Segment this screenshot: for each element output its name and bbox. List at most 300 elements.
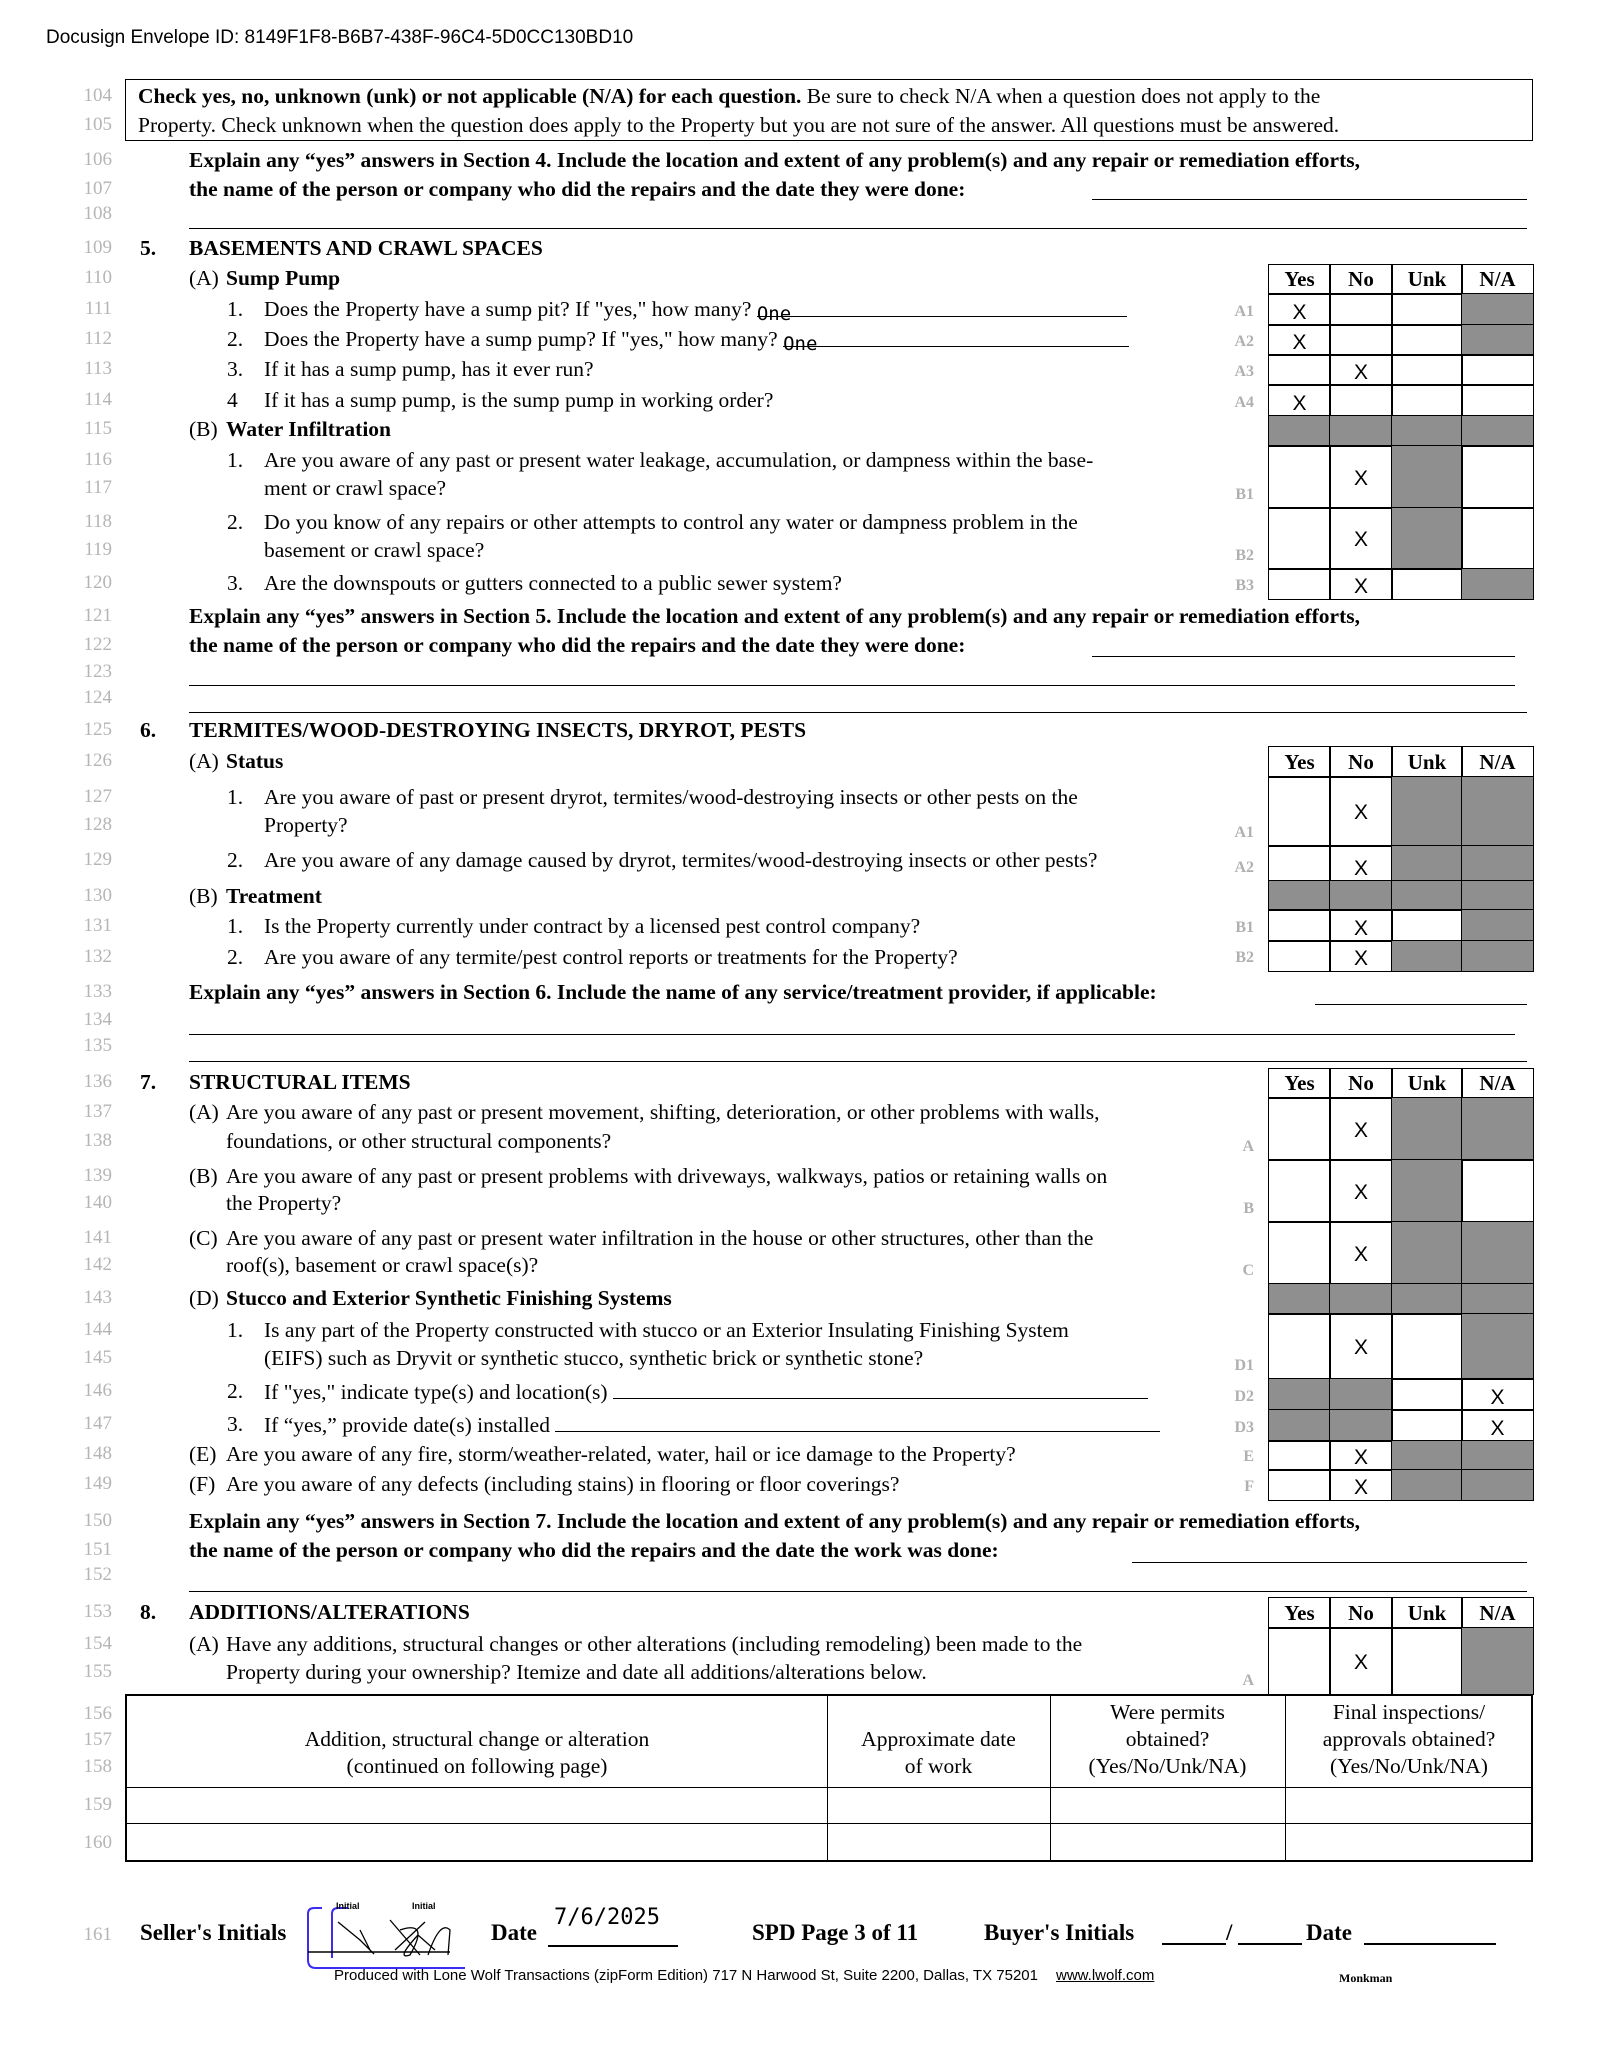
x-mark: X (1353, 1118, 1368, 1142)
answer-cell-yes[interactable] (1268, 1159, 1331, 1223)
line-number: 116 (84, 449, 112, 470)
q-num: 1. (227, 785, 244, 809)
line-number: 118 (84, 511, 112, 532)
x-mark: X (1353, 1242, 1368, 1266)
question-b1: Is the Property currently under contract by a licensed pest control company? (264, 914, 921, 938)
page-indicator: SPD Page 3 of 11 (752, 1920, 919, 1945)
answer-cell-na[interactable] (1461, 1159, 1534, 1223)
answer-cell-yes[interactable] (1268, 1469, 1331, 1501)
question-a2: Are you aware of any damage caused by dryrot, termites/wood-destroying insects or other pests? (264, 848, 1098, 872)
row-label: B3 (1235, 577, 1254, 594)
intro-text: Property. Check unknown when the question does apply to the Property but you are not sure of the answer. All questions must be answered. (138, 113, 1340, 137)
question-d3: If “yes,” provide date(s) installed (264, 1413, 550, 1437)
section5-b-title: Water Infiltration (226, 417, 392, 441)
answer-cell-no (1329, 1409, 1393, 1442)
section5-a-title: Sump Pump (226, 266, 341, 290)
date2-label: Date (1306, 1920, 1352, 1945)
section7-number: 7. (140, 1070, 157, 1094)
explain6-field-2[interactable] (189, 1034, 1515, 1035)
row-label: A (1242, 1672, 1254, 1689)
row-label: C (1242, 1262, 1254, 1279)
answer-cell-no[interactable] (1329, 845, 1393, 882)
x-mark: X (1292, 330, 1307, 354)
section6-a-title: Status (226, 749, 284, 773)
answer-cell-unk (1391, 1097, 1463, 1161)
answer-cell-no[interactable] (1329, 384, 1393, 417)
x-mark: X (1353, 1336, 1368, 1360)
x-mark: X (1353, 801, 1368, 825)
line-number: 126 (83, 750, 112, 771)
answer-cell-yes[interactable] (1268, 507, 1331, 570)
line-number: 143 (83, 1287, 112, 1308)
line-number: 110 (84, 267, 112, 288)
line-number: 128 (83, 814, 112, 835)
answer-cell-no[interactable] (1329, 1469, 1393, 1501)
grid-header-na: N/A (1461, 746, 1534, 778)
answer-cell-yes[interactable] (1268, 1627, 1331, 1695)
explain6-line: Explain any “yes” answers in Section 6. Include the name of any service/treatment provider, if applicable: (189, 980, 1157, 1004)
grid-header-na: N/A (1461, 1068, 1534, 1099)
question-a3: If it has a sump pump, has it ever run? (264, 357, 594, 381)
answer-cell-yes[interactable] (1268, 940, 1331, 972)
line-number: 124 (83, 687, 112, 708)
answer-cell-no[interactable] (1329, 293, 1393, 326)
grid-header-no: No (1329, 746, 1393, 778)
line-number: 125 (83, 719, 112, 740)
answer-cell-unk[interactable] (1391, 1409, 1463, 1442)
line-number: 114 (84, 389, 112, 410)
answer-cell-na (1461, 1221, 1534, 1285)
line-number: 120 (83, 572, 112, 593)
answer-cell-na (1461, 1440, 1534, 1471)
line-number: 134 (83, 1009, 112, 1030)
x-mark: X (1353, 360, 1368, 384)
explain5-field-3[interactable] (189, 712, 1527, 713)
answer-cell-no (1329, 880, 1393, 911)
question-c: Are you aware of any past or present water infiltration in the house or other structures, other than the (226, 1226, 1094, 1250)
section5-number: 5. (140, 236, 157, 260)
answer-cell-yes[interactable] (1268, 776, 1331, 847)
line-number: 152 (83, 1564, 112, 1585)
answer-cell-na[interactable] (1461, 1409, 1534, 1442)
answer-cell-no[interactable] (1329, 940, 1393, 972)
grid-header-yes: Yes (1268, 1597, 1331, 1629)
section6-number: 6. (140, 718, 157, 742)
answer-cell-yes[interactable] (1268, 909, 1331, 942)
line-number: 122 (83, 634, 112, 655)
answer-cell-na (1461, 1627, 1534, 1695)
line-number: 109 (83, 237, 112, 258)
answer-cell-unk (1391, 1283, 1463, 1315)
answer-cell-yes[interactable] (1268, 1097, 1331, 1161)
answer-cell-na (1461, 568, 1534, 600)
answer-cell-no[interactable] (1329, 776, 1393, 847)
answer-cell-na (1461, 845, 1534, 882)
explain5-line1: Explain any “yes” answers in Section 5. Include the location and extent of any problem(s) and any repair or remediation efforts, (189, 604, 1360, 628)
q-num: 4 (227, 388, 238, 412)
row-label: B (1243, 1200, 1254, 1217)
answer-cell-unk[interactable] (1391, 1313, 1463, 1380)
row-label: D2 (1234, 1388, 1254, 1405)
q-label: (E) (189, 1442, 217, 1466)
buyer-initials-label: Buyer's Initials (984, 1920, 1135, 1945)
answer-cell-unk[interactable] (1391, 1627, 1463, 1695)
line-number: 117 (84, 477, 112, 498)
grid-header-no: No (1329, 1068, 1393, 1099)
line-number: 135 (83, 1035, 112, 1056)
row-label: B1 (1235, 919, 1254, 936)
line-number: 111 (84, 298, 112, 319)
line-number: 157 (83, 1729, 112, 1750)
row-label: A2 (1234, 859, 1254, 876)
question-a1: Does the Property have a sump pit? If "yes," how many? (264, 297, 752, 321)
explain4-line1: Explain any “yes” answers in Section 4. Include the location and extent of any problem(s) and any repair or remediation efforts, (189, 148, 1360, 172)
x-mark: X (1353, 466, 1368, 490)
date-value: 7/6/2025 (554, 1905, 660, 1930)
lwolf-link[interactable]: www.lwolf.com (1055, 1967, 1155, 1984)
q-num: 2. (227, 945, 244, 969)
answer-cell-no[interactable] (1329, 1313, 1393, 1380)
answer-cell-unk (1391, 1440, 1463, 1471)
q-label: (C) (189, 1226, 218, 1250)
question-f: Are you aware of any defects (including stains) in flooring or floor coverings? (226, 1472, 900, 1496)
answer-cell-unk (1391, 1159, 1463, 1223)
date-label: Date (491, 1920, 537, 1945)
row-label: D1 (1234, 1357, 1254, 1374)
line-number: 146 (83, 1380, 112, 1401)
q-num: 1. (227, 448, 244, 472)
q-label: (B) (189, 1164, 218, 1188)
row-label: B2 (1235, 949, 1254, 966)
alterations-table (125, 1694, 1533, 1862)
answer-cell-no[interactable] (1329, 1627, 1393, 1695)
line-number: 129 (83, 849, 112, 870)
answer-cell-yes (1268, 1283, 1331, 1315)
answer-cell-unk (1391, 845, 1463, 882)
x-mark: X (1353, 1180, 1368, 1204)
answer-cell-na[interactable] (1461, 384, 1534, 417)
answer-cell-unk[interactable] (1391, 1378, 1463, 1411)
section6-a-label: (A) (189, 749, 219, 773)
q-num: 2. (227, 1379, 244, 1403)
answer-cell-unk (1391, 880, 1463, 911)
answer-cell-na (1461, 1283, 1534, 1315)
question-b2-cont: basement or crawl space? (264, 538, 485, 562)
line-number: 147 (83, 1413, 112, 1434)
question-b-cont: the Property? (226, 1191, 342, 1215)
line-number: 132 (83, 946, 112, 967)
line-number: 104 (83, 85, 112, 106)
line-number: 158 (83, 1756, 112, 1777)
line-number: 138 (83, 1130, 112, 1151)
line-number: 153 (83, 1601, 112, 1622)
answer-cell-unk (1391, 1221, 1463, 1285)
question-b1-cont: ment or crawl space? (264, 476, 447, 500)
q-num: 1. (227, 1318, 244, 1342)
explain5-field[interactable] (1092, 656, 1515, 657)
buyer-initials-separator: / (1226, 1920, 1233, 1945)
question-e: Are you aware of any fire, storm/weather-related, water, hail or ice damage to the Property? (226, 1442, 1016, 1466)
q-num: 1. (227, 914, 244, 938)
question-b2: Do you know of any repairs or other attempts to control any water or dampness problem in the (264, 510, 1078, 534)
line-number: 115 (84, 418, 112, 439)
line-number: 142 (83, 1254, 112, 1275)
explain7-line1: Explain any “yes” answers in Section 7. Include the location and extent of any problem(s) and any repair or remediation efforts, (189, 1509, 1360, 1533)
question-d2: If "yes," indicate type(s) and location(s) (264, 1380, 608, 1404)
row-label: A2 (1234, 333, 1254, 350)
answer-cell-no[interactable] (1329, 445, 1393, 509)
grid-header-na: N/A (1461, 1597, 1534, 1629)
section5-b-label: (B) (189, 417, 218, 441)
col-header-permits: Were permits obtained? (Yes/No/Unk/NA) (1088, 1700, 1247, 1778)
answer-cell-no (1329, 1378, 1393, 1411)
line-number: 151 (83, 1539, 112, 1560)
answer-cell-no[interactable] (1329, 909, 1393, 942)
question-a2: Does the Property have a sump pump? If "yes," how many? (264, 327, 778, 351)
line-number: 127 (83, 786, 112, 807)
date-field[interactable] (548, 1905, 678, 1947)
grid-header-unk: Unk (1391, 746, 1463, 778)
question-b3: Are the downspouts or gutters connected to a public sewer system? (264, 571, 842, 595)
answer-cell-unk (1391, 445, 1463, 509)
col-header-alteration: Addition, structural change or alteration (continued on following page) (304, 1727, 650, 1778)
date2-field[interactable] (1364, 1943, 1496, 1945)
line-number: 105 (83, 114, 112, 135)
line-number: 155 (83, 1661, 112, 1682)
x-mark: X (1353, 574, 1368, 598)
produced-by (334, 1967, 1154, 1984)
seller-initials-label: Seller's Initials (140, 1920, 287, 1945)
grid-header-no: No (1329, 1597, 1393, 1629)
line-number: 107 (83, 178, 112, 199)
answer-cell-yes (1268, 415, 1331, 447)
intro-rest: Be sure to check N/A when a question does not apply to the (801, 84, 1321, 108)
grid-header-yes: Yes (1268, 1068, 1331, 1099)
explain4-line2: the name of the person or company who did the repairs and the date they were done: (189, 177, 966, 201)
sump-pump-count: One (783, 333, 818, 355)
row-label: A (1242, 1138, 1254, 1155)
line-number: 137 (83, 1101, 112, 1122)
section5-title: BASEMENTS AND CRAWL SPACES (189, 236, 543, 260)
row-label: A1 (1234, 303, 1254, 320)
question-a: Are you aware of any past or present movement, shifting, deterioration, or other problems with walls, (226, 1100, 1100, 1124)
answer-cell-na (1461, 880, 1534, 911)
answer-cell-yes[interactable] (1268, 324, 1331, 356)
answer-cell-na (1461, 324, 1534, 356)
line-number: 144 (83, 1319, 112, 1340)
col-header-date: Approximate date of work (861, 1727, 1016, 1778)
seller-initials-signature[interactable] (300, 1900, 500, 1970)
col-header-inspections: Final inspections/ approvals obtained? (Yes/No/Unk/NA) (1322, 1700, 1496, 1778)
answer-cell-na[interactable] (1461, 354, 1534, 386)
line-number: 141 (83, 1227, 112, 1248)
section6-b-title: Treatment (226, 884, 322, 908)
explain7-field-2[interactable] (189, 1591, 1527, 1592)
line-number: 156 (83, 1703, 112, 1724)
answer-cell-na (1461, 1469, 1534, 1501)
intro-line-2 (0, 110, 1600, 140)
answer-cell-yes[interactable] (1268, 354, 1331, 386)
buyer-initial-2[interactable] (1238, 1943, 1302, 1945)
answer-cell-unk[interactable] (1391, 568, 1463, 600)
question-a-cont: Property during your ownership? Itemize and date all additions/alterations below. (226, 1660, 927, 1684)
answer-cell-no[interactable] (1329, 1440, 1393, 1471)
explain4-field-2[interactable] (189, 228, 1527, 229)
answer-cell-na (1461, 1313, 1534, 1380)
answer-cell-na (1461, 1097, 1534, 1161)
explain7-field[interactable] (1132, 1562, 1527, 1563)
answer-cell-na (1461, 909, 1534, 942)
buyer-initial-1[interactable] (1162, 1943, 1226, 1945)
answer-cell-unk (1391, 776, 1463, 847)
answer-cell-yes[interactable] (1268, 845, 1331, 882)
envelope-id: Docusign Envelope ID: 8149F1F8-B6B7-438F-96C4-5D0CC130BD10 (46, 27, 634, 48)
x-mark: X (1353, 916, 1368, 940)
answer-cell-unk[interactable] (1391, 354, 1463, 386)
q-label: (A) (189, 1632, 219, 1656)
answer-cell-na (1461, 293, 1534, 326)
produced-text: Produced with Lone Wolf Transactions (zipForm Edition) 717 N Harwood St, Suite 2200, Dallas, TX 75201 (334, 1967, 1038, 1984)
line-number: 148 (83, 1443, 112, 1464)
x-mark: X (1353, 528, 1368, 552)
answer-cell-yes (1268, 1378, 1331, 1411)
row-label: B2 (1235, 547, 1254, 564)
q-num: 3. (227, 571, 244, 595)
question-b1: Are you aware of any past or present water leakage, accumulation, or dampness within the base- (264, 448, 1094, 472)
sump-pit-count-field[interactable] (756, 294, 1127, 325)
line-number: 160 (83, 1832, 112, 1853)
question-d1: Is any part of the Property constructed with stucco or an Exterior Insulating Finishing System (264, 1318, 1069, 1342)
answer-cell-unk[interactable] (1391, 324, 1463, 356)
line-number: 161 (83, 1924, 112, 1945)
q-num: 3. (227, 357, 244, 381)
section7-title: STRUCTURAL ITEMS (189, 1070, 411, 1094)
x-mark: X (1353, 856, 1368, 880)
explain7-line2: the name of the person or company who did the repairs and the date the work was done: (189, 1538, 999, 1562)
answer-cell-unk[interactable] (1391, 293, 1463, 326)
grid-header-unk: Unk (1391, 1068, 1463, 1099)
stucco-date-field[interactable] (555, 1409, 1160, 1432)
answer-cell-yes[interactable] (1268, 1440, 1331, 1471)
q-num: 1. (227, 297, 244, 321)
explain6-field[interactable] (1315, 1004, 1527, 1005)
line-number: 140 (83, 1192, 112, 1213)
q-num: 2. (227, 848, 244, 872)
line-number: 139 (83, 1165, 112, 1186)
answer-cell-yes[interactable] (1268, 1221, 1331, 1285)
answer-cell-no[interactable] (1329, 354, 1393, 386)
answer-cell-unk[interactable] (1391, 909, 1463, 942)
line-number: 112 (84, 328, 112, 349)
grid-header-no: No (1329, 264, 1393, 295)
row-label: A3 (1234, 363, 1254, 380)
section8-title: ADDITIONS/ALTERATIONS (189, 1600, 470, 1624)
question-b2: Are you aware of any termite/pest control reports or treatments for the Property? (264, 945, 958, 969)
answer-cell-yes[interactable] (1268, 384, 1331, 417)
section5-a-label: (A) (189, 266, 219, 290)
q-num: 2. (227, 327, 244, 351)
answer-cell-na[interactable] (1461, 1378, 1534, 1411)
answer-cell-yes[interactable] (1268, 293, 1331, 326)
line-number: 159 (83, 1794, 112, 1815)
explain5-field-2[interactable] (189, 685, 1515, 686)
answer-cell-no[interactable] (1329, 1159, 1393, 1223)
stucco-type-field[interactable] (613, 1376, 1148, 1399)
line-number: 113 (84, 358, 112, 379)
answer-cell-no (1329, 415, 1393, 447)
question-a-cont: foundations, or other structural components? (226, 1129, 612, 1153)
answer-cell-na[interactable] (1461, 445, 1534, 509)
line-number: 154 (83, 1633, 112, 1654)
question-a: Have any additions, structural changes or other alterations (including remodeling) been made to the (226, 1632, 1083, 1656)
sump-pump-count-field[interactable] (783, 324, 1129, 355)
answer-cell-no[interactable] (1329, 1097, 1393, 1161)
monkman-label: Monkman (1339, 1971, 1393, 1985)
line-number: 131 (83, 915, 112, 936)
answer-cell-no[interactable] (1329, 324, 1393, 356)
q-label: (D) (189, 1286, 219, 1310)
x-mark: X (1490, 1385, 1505, 1409)
row-label: D3 (1234, 1419, 1254, 1436)
answer-cell-no[interactable] (1329, 507, 1393, 570)
row-label: A4 (1234, 394, 1254, 411)
answer-cell-yes[interactable] (1268, 568, 1331, 600)
answer-cell-no[interactable] (1329, 568, 1393, 600)
section6-b-label: (B) (189, 884, 218, 908)
answer-cell-unk[interactable] (1391, 384, 1463, 417)
line-number: 123 (83, 661, 112, 682)
intro-bold: Check yes, no, unknown (unk) or not applicable (N/A) for each question. (138, 84, 802, 108)
question-a1: Are you aware of past or present dryrot, termites/wood-destroying insects or other pests on the (264, 785, 1078, 809)
explain6-field-3[interactable] (189, 1061, 1527, 1062)
answer-cell-na (1461, 415, 1534, 447)
line-number: 121 (83, 605, 112, 626)
answer-cell-unk (1391, 940, 1463, 972)
row-label: B1 (1235, 486, 1254, 503)
question-c-cont: roof(s), basement or crawl space(s)? (226, 1253, 539, 1277)
answer-cell-unk (1391, 507, 1463, 570)
initial-tag: Initial (412, 1901, 436, 1911)
explain5-line2: the name of the person or company who did the repairs and the date they were done: (189, 633, 966, 657)
answer-cell-no[interactable] (1329, 1221, 1393, 1285)
answer-cell-yes[interactable] (1268, 1313, 1331, 1380)
answer-cell-na (1461, 776, 1534, 847)
q-label: (A) (189, 1100, 219, 1124)
sump-pit-count: One (756, 303, 792, 325)
section6-title: TERMITES/WOOD-DESTROYING INSECTS, DRYROT, PESTS (189, 718, 807, 742)
answer-cell-yes[interactable] (1268, 445, 1331, 509)
answer-cell-na (1461, 940, 1534, 972)
x-mark: X (1292, 391, 1307, 415)
grid-header-unk: Unk (1391, 264, 1463, 295)
q-label: (F) (189, 1472, 216, 1496)
line-number: 149 (83, 1473, 112, 1494)
initial-tag: Initial (336, 1901, 360, 1911)
grid-header-na: N/A (1461, 264, 1534, 295)
explain4-field[interactable] (1092, 199, 1527, 200)
question-a1-cont: Property? (264, 813, 348, 837)
question-d1-cont: (EIFS) such as Dryvit or synthetic stucco, synthetic brick or synthetic stone? (264, 1346, 924, 1370)
answer-cell-yes (1268, 880, 1331, 911)
grid-header-unk: Unk (1391, 1597, 1463, 1629)
x-mark: X (1353, 1445, 1368, 1469)
answer-cell-na[interactable] (1461, 507, 1534, 570)
line-number: 150 (83, 1510, 112, 1531)
section8-number: 8. (140, 1600, 157, 1624)
answer-cell-no (1329, 1283, 1393, 1315)
line-number: 106 (83, 149, 112, 170)
grid-header-yes: Yes (1268, 746, 1331, 778)
